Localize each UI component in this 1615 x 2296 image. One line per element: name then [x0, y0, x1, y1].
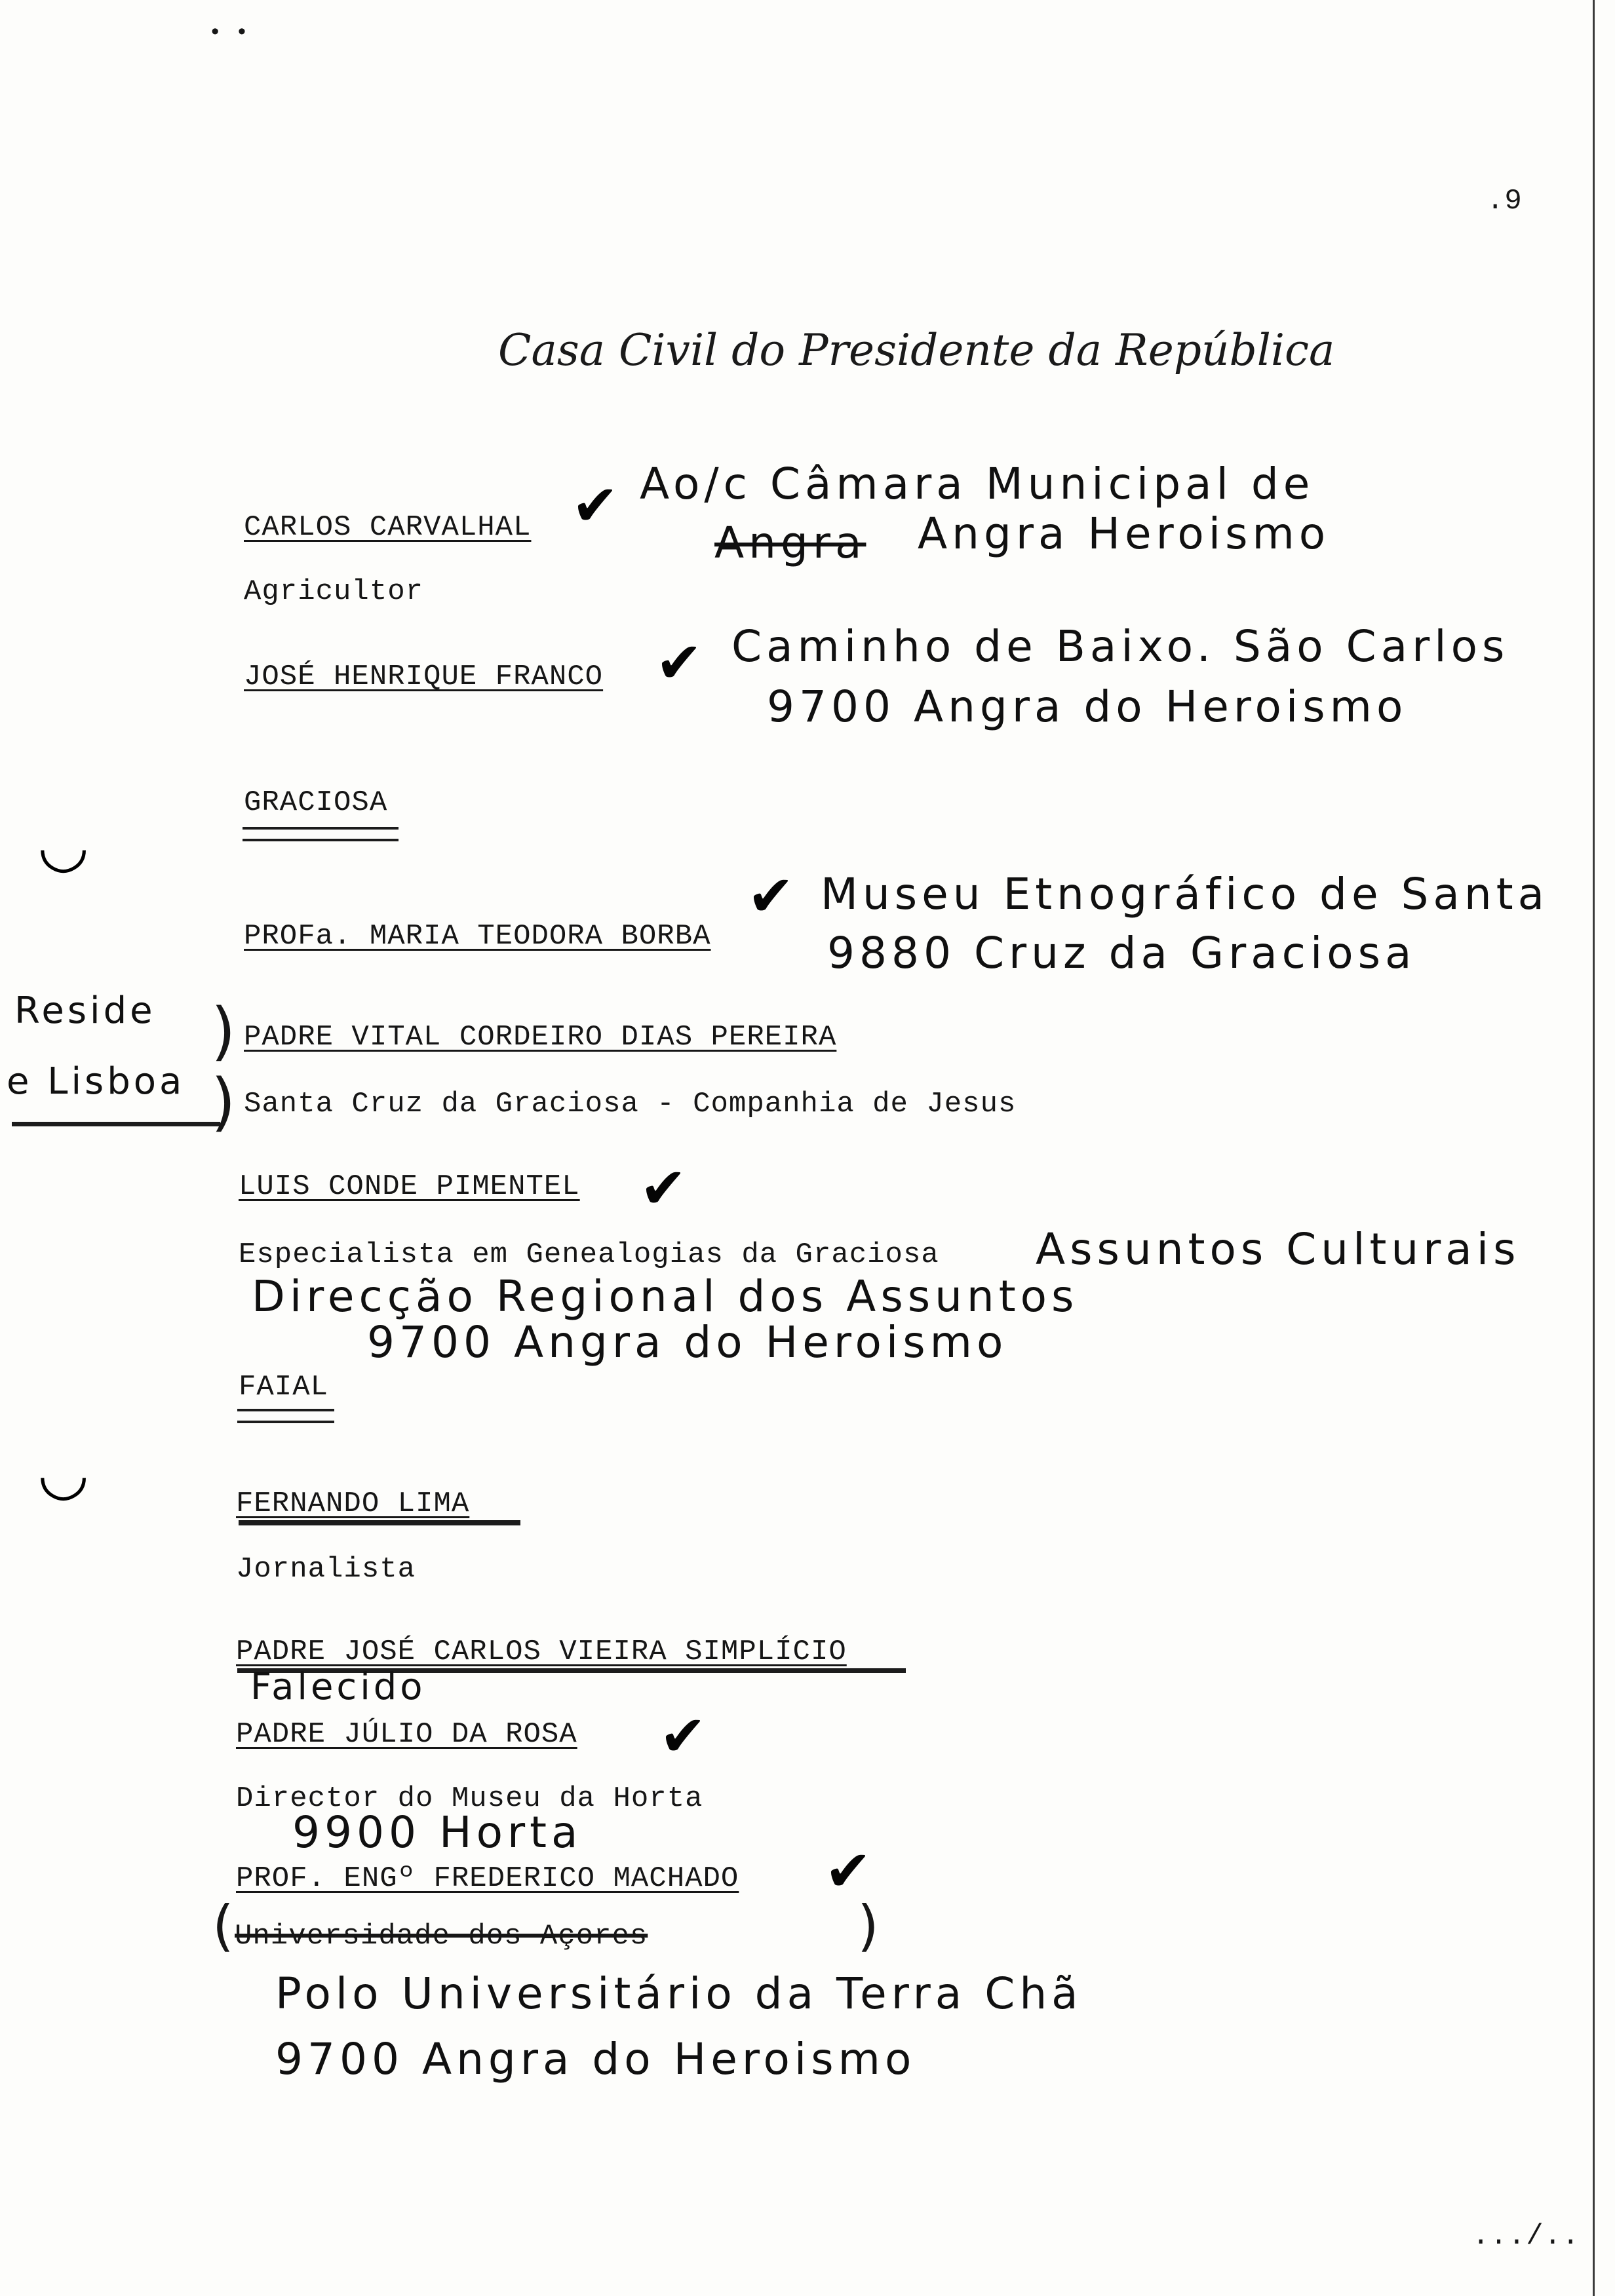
margin-note-vital-1: Reside [14, 989, 156, 1032]
bracket-icon: ) [211, 995, 236, 1068]
entry-name-carlos: CARLOS CARVALHAL [244, 511, 532, 544]
entry-name-simplicio: PADRE JOSÉ CARLOS VIEIRA SIMPLÍCIO [236, 1636, 847, 1668]
handwritten-note-machado-1: Polo Universitário da Terra Chã [275, 1968, 1083, 2019]
handwritten-note-machado-2: 9700 Angra do Heroismo [275, 2034, 916, 2084]
handwritten-struck-carlos: Angra [714, 518, 866, 568]
entry-subtitle-julio: Director do Museu da Horta [236, 1782, 703, 1815]
handwritten-note-jose-2: 9700 Angra do Heroismo [767, 681, 1408, 732]
check-mark-icon: ✔ [640, 1156, 688, 1221]
handwritten-note-carlos-2: Angra Heroismo [918, 508, 1331, 559]
top-marks: • • [208, 21, 249, 46]
handwritten-note-jose-1: Caminho de Baixo. São Carlos [731, 621, 1509, 672]
check-mark-icon: ✔ [747, 864, 795, 929]
entry-subtitle-carlos: Agricultor [244, 575, 424, 608]
entry-name-vital: PADRE VITAL CORDEIRO DIAS PEREIRA [244, 1021, 837, 1054]
bracket-icon: ) [857, 1894, 879, 1958]
handwritten-note-carlos-1: Ao/c Câmara Municipal de [640, 459, 1315, 509]
handwritten-note-julio: 9900 Horta [292, 1807, 583, 1858]
bracket-icon: ( [212, 1894, 234, 1958]
binder-hole-icon: ◡ [41, 1439, 87, 1508]
handwritten-note-maria-1: Museu Etnográfico de Santa [821, 869, 1549, 919]
section-heading-graciosa: GRACIOSA [244, 786, 388, 819]
entry-name-fernando: FERNANDO LIMA [236, 1487, 470, 1520]
margin-note-vital-2: e Lisboa [7, 1060, 185, 1103]
handwritten-note-simplicio: Falecido [250, 1666, 426, 1708]
entry-subtitle-fernando: Jornalista [236, 1553, 416, 1586]
entry-subtitle-vital: Santa Cruz da Graciosa - Companhia de Jesus [244, 1088, 1017, 1120]
footer-continuation: .../.. [1472, 2220, 1580, 2253]
handwritten-note-luis-2: Direcção Regional dos Assuntos [252, 1271, 1079, 1322]
entry-subtitle-luis: Especialista em Genealogias da Graciosa [239, 1238, 939, 1271]
check-mark-icon: ✔ [659, 1704, 707, 1769]
entry-subtitle-machado-struck: Universidade dos Açores [235, 1920, 648, 1953]
check-mark-icon: ✔ [655, 630, 703, 696]
handwritten-note-luis-1: Assuntos Culturais [1036, 1224, 1521, 1274]
entry-name-machado: PROF. ENGº FREDERICO MACHADO [236, 1862, 739, 1895]
letterhead: Casa Civil do Presidente da República [498, 325, 1335, 375]
entry-name-julio: PADRE JÚLIO DA ROSA [236, 1718, 577, 1751]
binder-hole-icon: ◡ [41, 811, 87, 880]
section-heading-faial: FAIAL [239, 1371, 329, 1404]
entry-name-maria: PROFa. MARIA TEODORA BORBA [244, 920, 711, 953]
check-mark-icon: ✔ [572, 473, 619, 539]
check-mark-icon: ✔ [825, 1839, 872, 1904]
entry-name-luis: LUIS CONDE PIMENTEL [239, 1170, 580, 1203]
entry-name-jose: JOSÉ HENRIQUE FRANCO [244, 660, 604, 693]
handwritten-note-luis-3: 9700 Angra do Heroismo [367, 1317, 1008, 1368]
page-number: .9 [1487, 185, 1523, 218]
bracket-icon: ) [211, 1065, 236, 1139]
handwritten-note-maria-2: 9880 Cruz da Graciosa [827, 928, 1416, 978]
